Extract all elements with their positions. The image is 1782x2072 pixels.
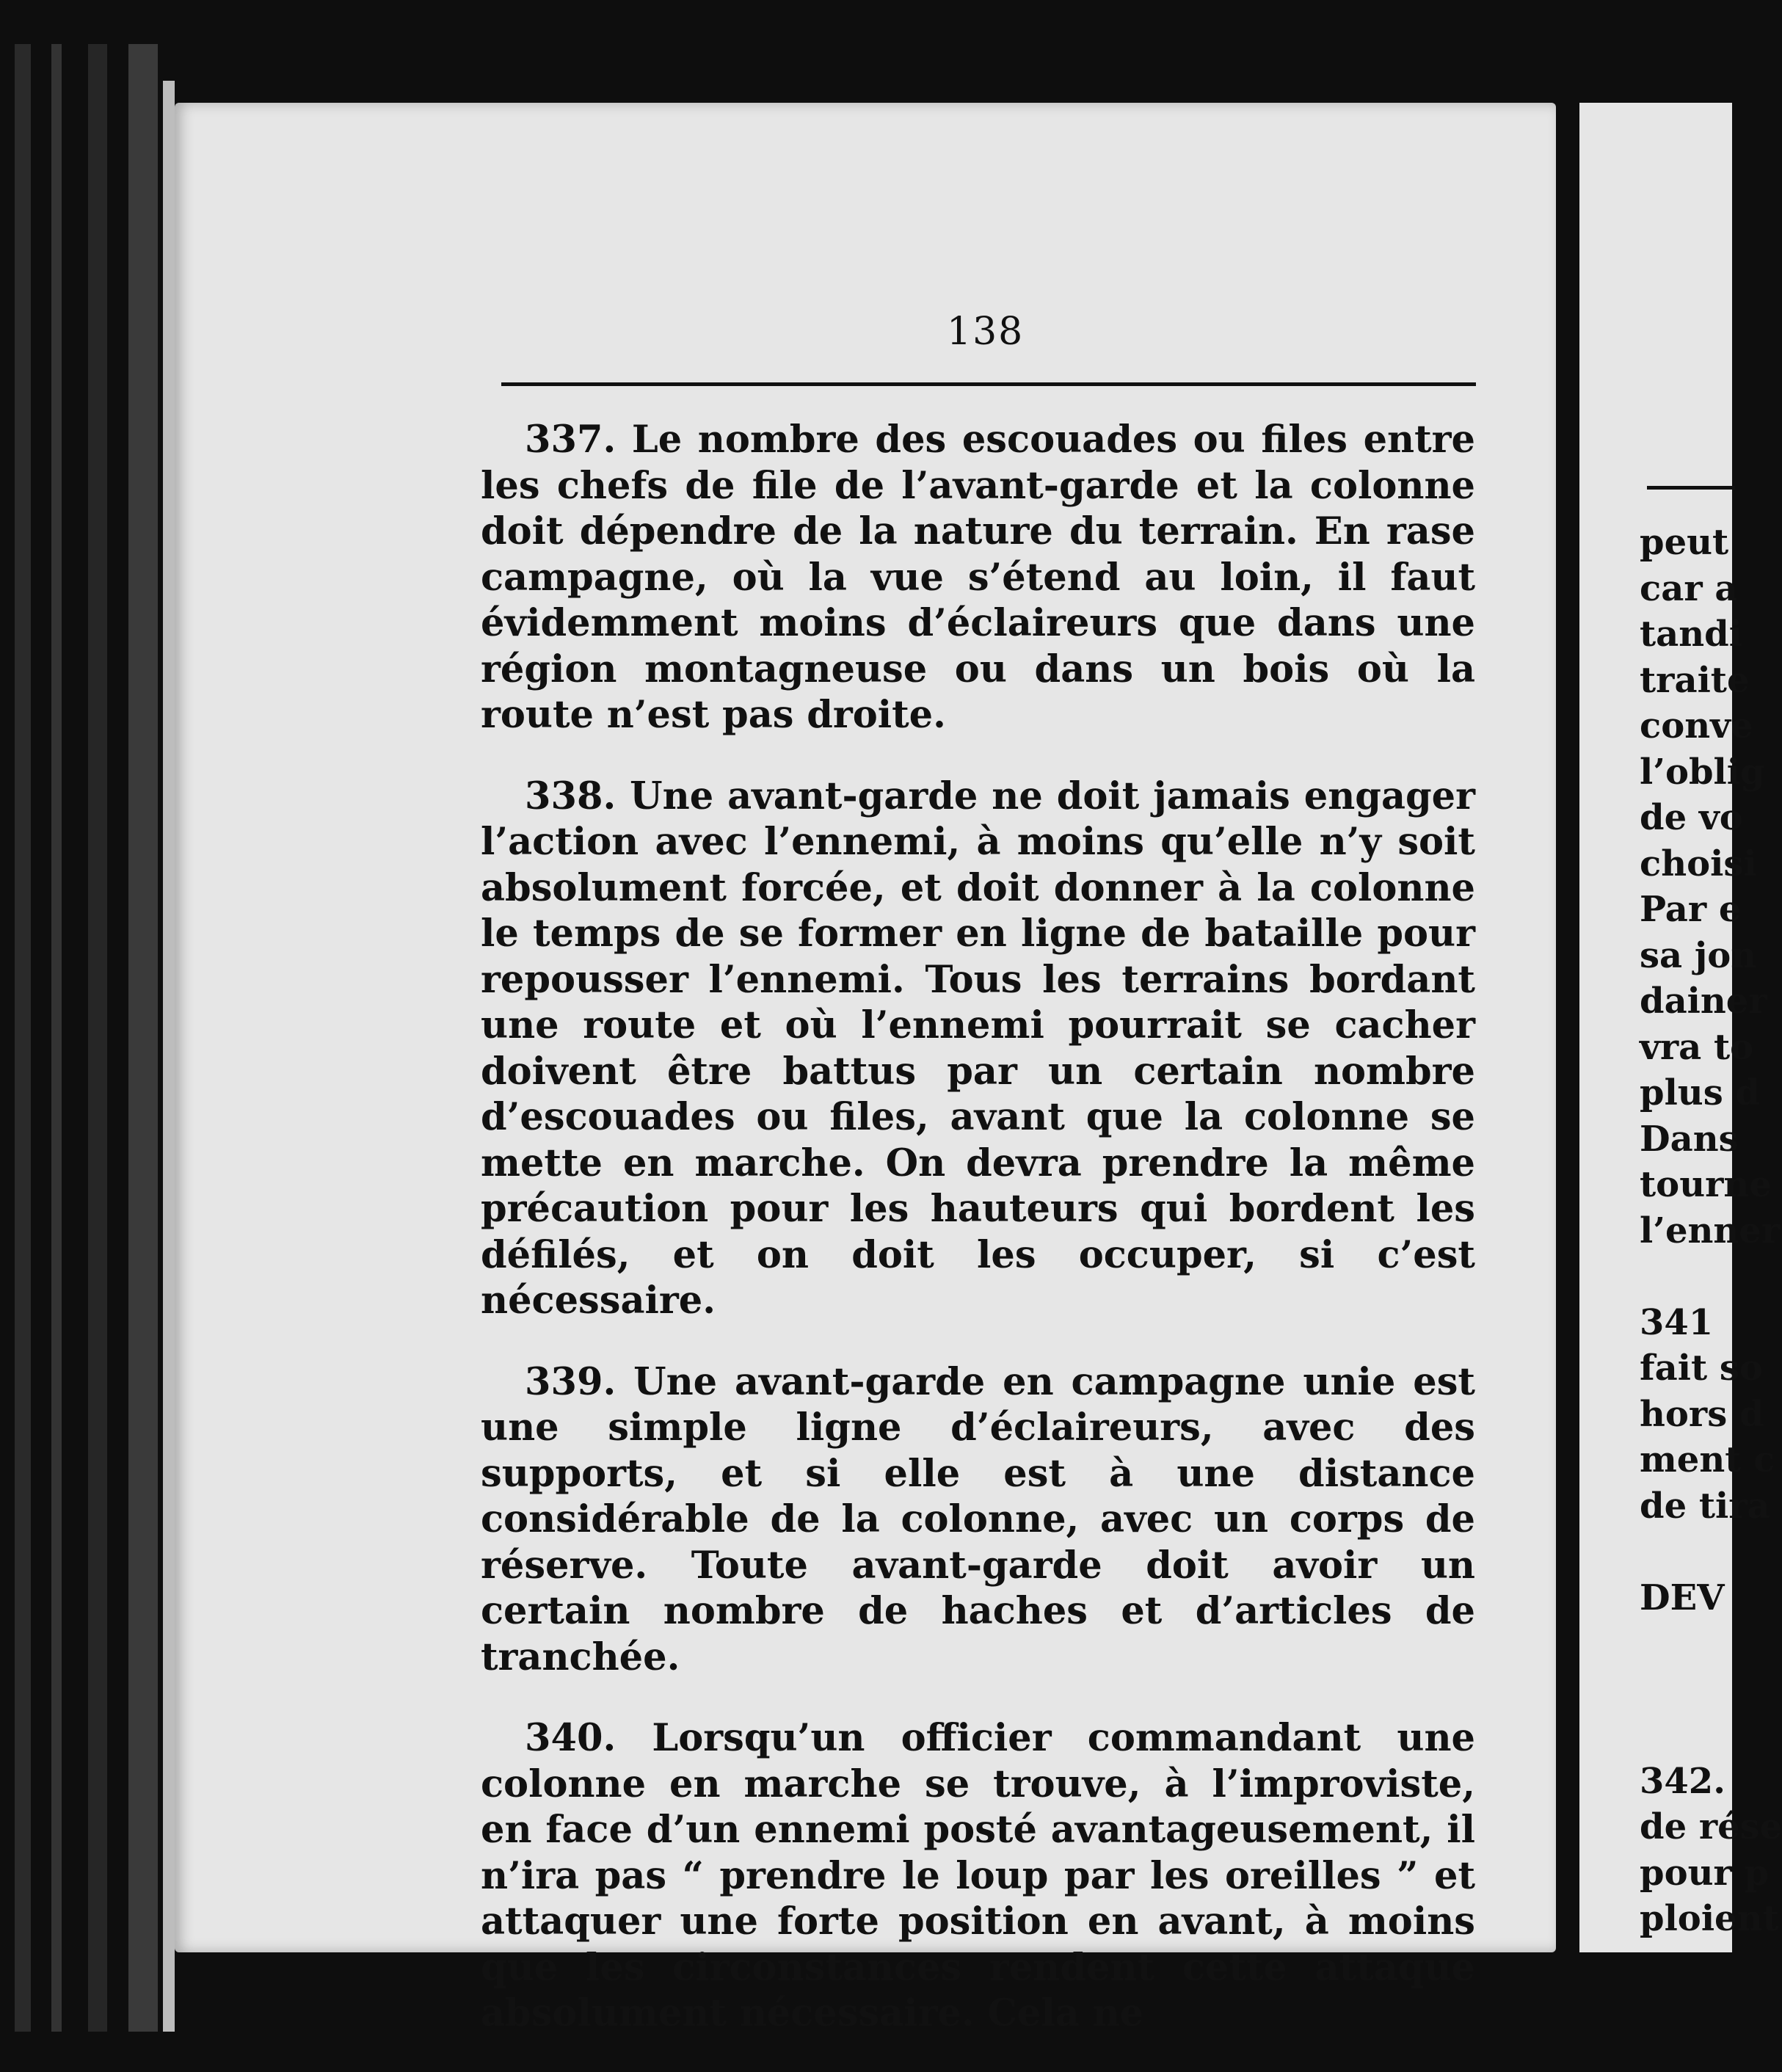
adjacent-line (1640, 1529, 1782, 1575)
adjacent-line: tourne (1640, 1164, 1772, 1205)
book-edge-strip (128, 44, 158, 2032)
adjacent-line: ment c (1640, 1439, 1775, 1480)
adjacent-line (1640, 1667, 1782, 1713)
page-body (481, 417, 1475, 2072)
paragraph-340: 340. Lorsqu’un officier commandant une colonne en marche se trouve, à l’improviste, en face d’un ennemi posté avantageusement, il n’ira pas “ prendre le loup par les oreilles ” et attaquer une forte position en avant, à moins que les circonstances rendent cette attaque absolument nécessaire. Cela ne (481, 1716, 1475, 2035)
adjacent-line: 342. (1640, 1760, 1725, 1802)
adjacent-line: Dans (1640, 1118, 1739, 1160)
adjacent-line: de rése (1640, 1806, 1782, 1847)
adjacent-line (1640, 1712, 1782, 1759)
adjacent-line: sa jon (1640, 934, 1757, 976)
paragraph-339: 339. Une avant-garde en campagne unie est une simple ligne d’éclaireurs, avec des supports, et si elle est à une distance considérable de la colonne, avec un corps de réserve. Toute avant-garde doit avoir un certain nombre de haches et d’articles de tranchée. (481, 1359, 1475, 1679)
adjacent-line: de vo (1640, 797, 1743, 838)
adjacent-line: l’enner (1640, 1210, 1781, 1251)
adjacent-line: Par e (1640, 889, 1742, 930)
paragraph-337: 337. Le nombre des escouades ou files entre les chefs de file de l’avant-garde et la colonne doit dépendre de la nature du terrain. En rase campagne, où la vue s’étend au loin, il faut évidemment moins d’éclaireurs que dans une région montagneuse ou dans un bois où la route n’est pas droite. (481, 418, 1475, 737)
adjacent-line: plus d (1640, 1072, 1760, 1113)
adjacent-page-text (1640, 520, 1782, 1942)
adjacent-line: vra to (1640, 1026, 1754, 1068)
book-edge-strip (51, 44, 62, 2032)
adjacent-line: hors d (1640, 1393, 1764, 1435)
paragraph-338: 338. Une avant-garde ne doit jamais engager l’action avec l’ennemi, à moins qu’elle n’y soit absolument forcée, et doit donner à la colonne le temps de se former en ligne de bataille pour repousser l’ennemi. Tous les terrains bordant une route et où l’ennemi pourrait se cacher doivent être battus par un certain nombre d’escouades ou files, avant que la colonne se mette en marche. On devra prendre la même précaution pour les hauteurs qui bordent les défilés, et on doit les occuper, si c’est nécessaire. (481, 774, 1475, 1323)
adjacent-line: de tira (1640, 1485, 1770, 1527)
adjacent-line: ploient (1640, 1898, 1779, 1939)
page-edge (163, 81, 175, 2032)
adjacent-line: dainer (1640, 981, 1767, 1022)
header-rule (501, 382, 1476, 386)
adjacent-line: choisi (1640, 843, 1757, 884)
page-number: 138 (947, 310, 1025, 354)
adjacent-line: car a (1640, 567, 1738, 609)
book-edge-strip (88, 44, 107, 2032)
adjacent-line: pour p (1640, 1852, 1770, 1894)
adjacent-header-rule (1647, 486, 1735, 490)
adjacent-line: conve (1640, 705, 1753, 746)
book-edge-strip (15, 44, 31, 2032)
adjacent-line: l’oblig (1640, 751, 1765, 793)
adjacent-line: tandi (1640, 614, 1742, 655)
adjacent-line: peut (1640, 522, 1729, 563)
adjacent-line: fait so (1640, 1348, 1763, 1389)
adjacent-page (1579, 103, 1782, 1952)
adjacent-line: 341 (1640, 1301, 1714, 1343)
adjacent-line (1640, 1254, 1782, 1300)
adjacent-line: traite (1640, 659, 1750, 701)
adjacent-line: DEV (1640, 1577, 1725, 1618)
adjacent-line (1640, 1621, 1782, 1667)
